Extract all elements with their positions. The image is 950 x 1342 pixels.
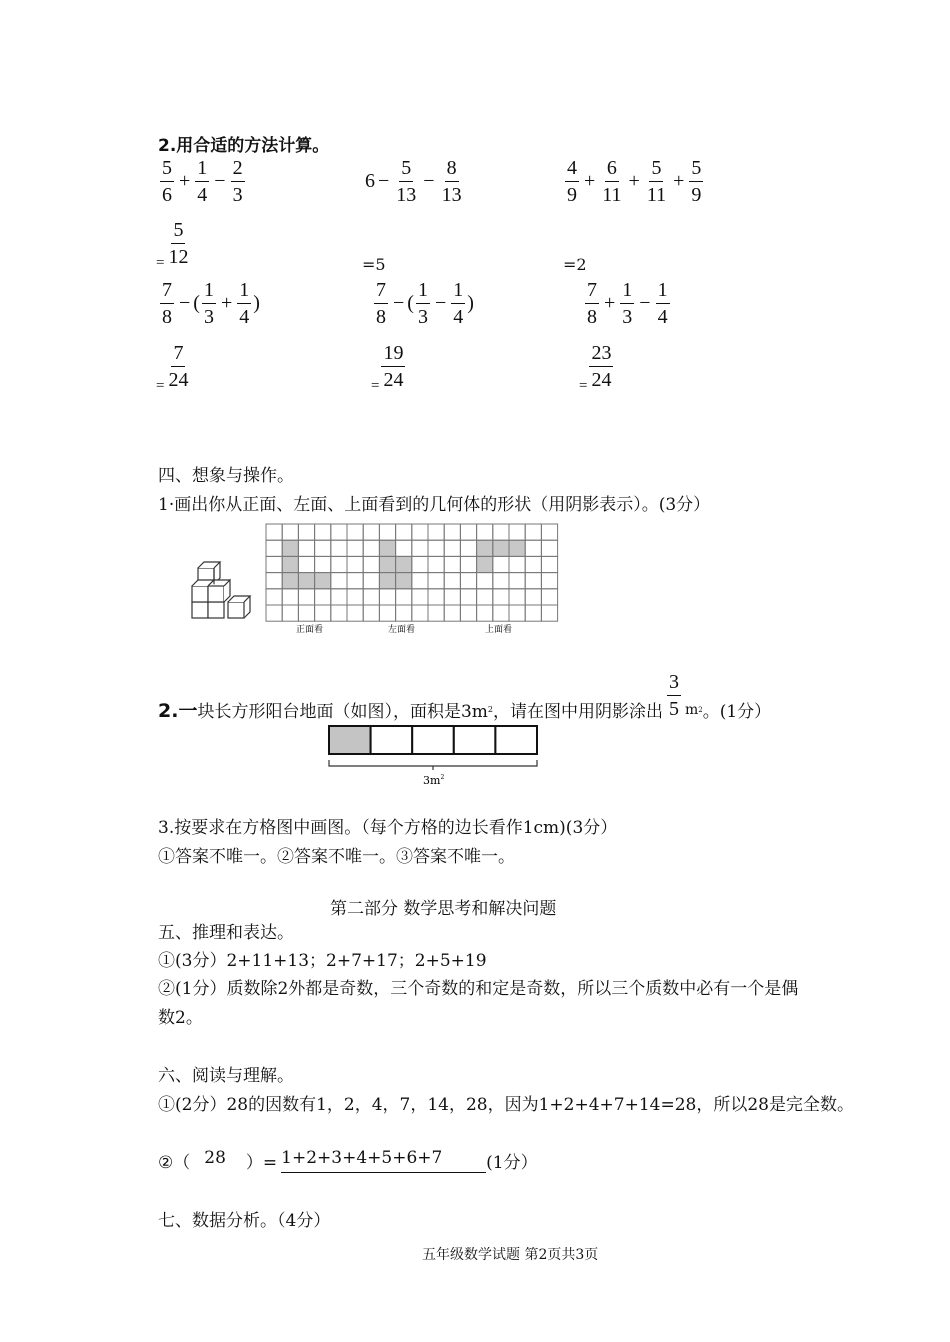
- grid-cell: [460, 573, 476, 589]
- grid-cell: [493, 589, 509, 605]
- three-views-figure: [188, 520, 568, 640]
- grid-cell: [266, 540, 282, 556]
- grid-cell: [509, 524, 525, 540]
- section4-q3-answer: ①答案不唯一。②答案不唯一。③答案不唯一。: [158, 847, 515, 867]
- shaded-cell: [282, 556, 298, 572]
- grid-cell: [396, 524, 412, 540]
- problem-2-1: $\frac{7}{8}$ − ( $\frac{1}{3}$ + $\frac{1}{4}$ ): [162, 279, 260, 328]
- shaded-cell: [396, 573, 412, 589]
- section5-a1: ①(3分）2+11+13；2+7+17；2+5+19: [158, 951, 487, 971]
- label-front-view: 正面看: [296, 625, 324, 635]
- view-grid: [266, 524, 558, 621]
- grid-cell: [363, 589, 379, 605]
- section5-title: 五、推理和表达。: [158, 923, 294, 943]
- grid-cell: [444, 540, 460, 556]
- shaded-cell: [282, 573, 298, 589]
- section4-q3: 3.按要求在方格图中画图。（每个方格的边长看作1cm)(3分）: [158, 818, 618, 838]
- bar-cell-shaded: [329, 726, 371, 754]
- grid-cell: [525, 556, 541, 572]
- problem-1-2: 6 − $\frac{5}{13}$ − $\frac{8}{13}$: [365, 157, 462, 206]
- shaded-cell: [477, 556, 493, 572]
- grid-cell: [444, 589, 460, 605]
- grid-cell: [331, 605, 347, 621]
- grid-cell: [460, 589, 476, 605]
- section4-q2: 2.一 块长方形阳台地面（如图），面积是3m 2 ，请在图中用阴影涂出 $\frac{3}{5}$ m 2 。(1分）: [158, 671, 772, 722]
- grid-cell: [428, 524, 444, 540]
- grid-cell: [525, 524, 541, 540]
- grid-cell: [379, 524, 395, 540]
- grid-cell: [298, 556, 314, 572]
- grid-cell: [363, 556, 379, 572]
- grid-cell: [298, 540, 314, 556]
- answer-2-2: = $\frac{19}{24}$: [371, 342, 404, 394]
- grid-cell: [509, 589, 525, 605]
- grid-cell: [363, 540, 379, 556]
- shaded-cell: [493, 540, 509, 556]
- bar-cells: [329, 726, 537, 754]
- grid-cell: [493, 605, 509, 621]
- section4-title: 四、想象与操作。: [158, 466, 294, 486]
- grid-cell: [282, 589, 298, 605]
- grid-cell: [315, 589, 331, 605]
- answer-1-3: =2: [563, 255, 587, 274]
- part2-title: 第二部分 数学思考和解决问题: [330, 899, 557, 919]
- problem-2-2: $\frac{7}{8}$ − ( $\frac{1}{3}$ − $\frac{1}{4}$ ): [376, 279, 474, 328]
- grid-cell: [525, 540, 541, 556]
- shaded-cell: [379, 540, 395, 556]
- bar-cell: [371, 726, 413, 754]
- grid-cell: [412, 556, 428, 572]
- grid-cell: [363, 573, 379, 589]
- balcony-bar-figure: [325, 722, 545, 792]
- grid-cell: [266, 524, 282, 540]
- grid-cell: [298, 605, 314, 621]
- shaded-cell: [315, 573, 331, 589]
- grid-cell: [428, 605, 444, 621]
- grid-cell: [525, 573, 541, 589]
- grid-cell: [347, 556, 363, 572]
- grid-cell: [509, 605, 525, 621]
- grid-cell: [428, 540, 444, 556]
- grid-cell: [460, 605, 476, 621]
- grid-cell: [347, 605, 363, 621]
- grid-cell: [363, 524, 379, 540]
- shaded-cell: [379, 556, 395, 572]
- grid-cell: [412, 540, 428, 556]
- grid-cell: [444, 573, 460, 589]
- section6-title: 六、阅读与理解。: [158, 1066, 294, 1086]
- problem-1-3: $\frac{4}{9}$ + $\frac{6}{11}$ + $\frac{5}{11}$ + $\frac{5}{9}$: [567, 157, 702, 206]
- section7-title: 七、数据分析。（4分）: [158, 1211, 331, 1231]
- section6-a2: ②（ 28 ）= 1+2+3+4+5+6+7 (1分）: [158, 1148, 538, 1173]
- calc-title: 2.用合适的方法计算。: [158, 136, 330, 156]
- grid-cell: [315, 605, 331, 621]
- grid-cell: [396, 589, 412, 605]
- grid-cell: [412, 605, 428, 621]
- grid-cell: [396, 605, 412, 621]
- answer-1-2: =5: [362, 255, 386, 274]
- cube-stack-drawing: [192, 562, 250, 618]
- section4-q1: 1·画出你从正面、左面、上面看到的几何体的形状（用阴影表示）。(3分）: [158, 495, 711, 515]
- shaded-cell: [282, 540, 298, 556]
- grid-cell: [363, 605, 379, 621]
- grid-cell: [282, 524, 298, 540]
- grid-cell: [493, 573, 509, 589]
- shaded-cell: [477, 540, 493, 556]
- section6-a1: ①(2分）28的因数有1，2，4，7，14，28，因为1+2+4+7+14=28，所以28是完全数。: [158, 1095, 854, 1115]
- grid-cell: [298, 589, 314, 605]
- grid-cell: [347, 573, 363, 589]
- bar-cell: [454, 726, 496, 754]
- grid-cell: [493, 524, 509, 540]
- grid-cell: [428, 556, 444, 572]
- grid-cell: [266, 605, 282, 621]
- grid-cell: [541, 524, 557, 540]
- grid-cell: [315, 556, 331, 572]
- grid-cell: [460, 540, 476, 556]
- grid-cell: [444, 605, 460, 621]
- section5-a2-line2: 数2。: [158, 1008, 203, 1028]
- bar-cell: [495, 726, 537, 754]
- grid-cell: [509, 573, 525, 589]
- label-left-view: 左面看: [388, 625, 416, 635]
- grid-cell: [331, 524, 347, 540]
- grid-cell: [412, 573, 428, 589]
- grid-cell: [331, 540, 347, 556]
- answer-1-1: = $\frac{5}{12}$: [156, 219, 189, 271]
- grid-cell: [266, 573, 282, 589]
- shaded-cell: [379, 573, 395, 589]
- grid-cell: [525, 605, 541, 621]
- problem-2-3: $\frac{7}{8}$ + $\frac{1}{3}$ − $\frac{1}{4}$: [587, 279, 668, 328]
- grid-cell: [266, 589, 282, 605]
- grid-cell: [428, 573, 444, 589]
- grid-cell: [282, 605, 298, 621]
- page-footer: 五年级数学试题 第2页共3页: [422, 1247, 599, 1263]
- shaded-cell: [298, 573, 314, 589]
- grid-cell: [331, 556, 347, 572]
- grid-cell: [477, 605, 493, 621]
- bar-label: $3m^2$: [423, 774, 445, 787]
- grid-cell: [477, 589, 493, 605]
- grid-cell: [428, 589, 444, 605]
- grid-cell: [525, 589, 541, 605]
- bar-brace: [329, 760, 537, 766]
- grid-cell: [315, 524, 331, 540]
- grid-cell: [541, 556, 557, 572]
- grid-cell: [331, 573, 347, 589]
- grid-cell: [444, 556, 460, 572]
- label-top-view: 上面看: [485, 625, 513, 635]
- grid-cell: [477, 573, 493, 589]
- grid-cell: [347, 524, 363, 540]
- grid-cell: [315, 540, 331, 556]
- grid-cell: [379, 605, 395, 621]
- grid-cell: [347, 589, 363, 605]
- grid-cell: [541, 589, 557, 605]
- answer-2-3: = $\frac{23}{24}$: [579, 342, 612, 394]
- grid-cell: [541, 540, 557, 556]
- grid-cell: [412, 589, 428, 605]
- grid-cell: [509, 556, 525, 572]
- grid-cell: [396, 540, 412, 556]
- grid-cell: [444, 524, 460, 540]
- answer-2-1: = $\frac{7}{24}$: [156, 342, 189, 394]
- grid-cell: [493, 556, 509, 572]
- grid-cell: [412, 524, 428, 540]
- grid-cell: [460, 556, 476, 572]
- grid-cell: [298, 524, 314, 540]
- grid-cell: [460, 524, 476, 540]
- grid-cell: [266, 556, 282, 572]
- section5-a2-line1: ②(1分）质数除2外都是奇数，三个奇数的和定是奇数，所以三个质数中必有一个是偶: [158, 979, 799, 999]
- grid-cell: [477, 524, 493, 540]
- problem-1-1: $\frac{5}{6}$ + $\frac{1}{4}$ − $\frac{2}{3}$: [162, 157, 243, 206]
- bar-cell: [412, 726, 454, 754]
- shaded-cell: [509, 540, 525, 556]
- grid-cell: [541, 605, 557, 621]
- grid-cell: [331, 589, 347, 605]
- grid-cell: [379, 589, 395, 605]
- grid-cell: [541, 573, 557, 589]
- grid-cell: [347, 540, 363, 556]
- shaded-cell: [396, 556, 412, 572]
